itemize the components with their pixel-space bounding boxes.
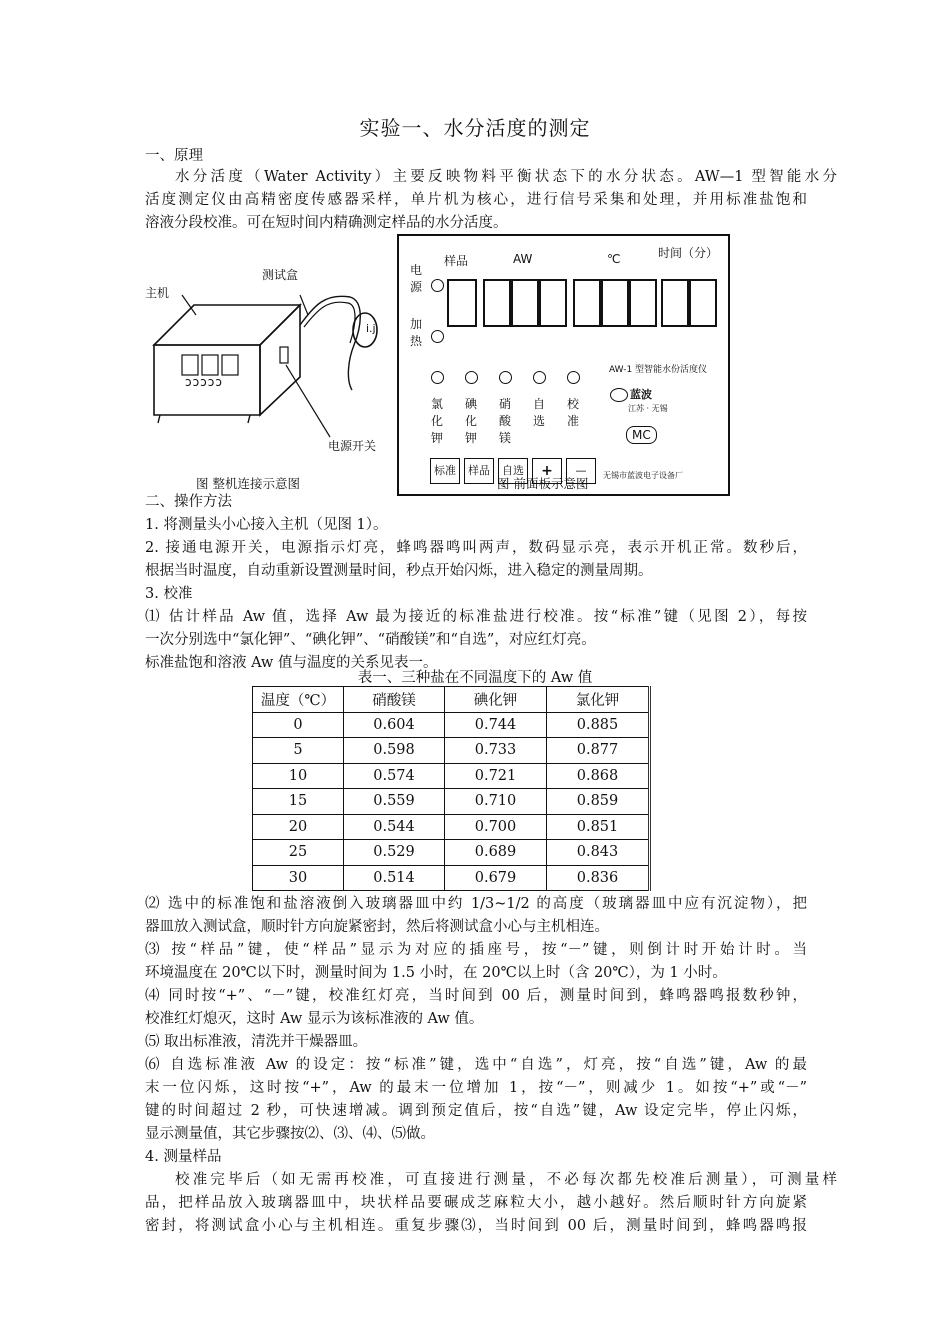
display-digits: i.j xyxy=(366,322,376,335)
step3-5: ⑸ 取出标准液，清洗并干燥器皿。 xyxy=(145,1034,368,1050)
heat-label: 加热 xyxy=(409,317,422,348)
table-row xyxy=(253,738,650,764)
cell-kcl: 0.836 xyxy=(547,865,650,891)
table-row xyxy=(253,789,650,815)
step1: 1. 将测量头小心接入主机（见图 1）。 xyxy=(145,517,388,533)
indicator-ki: 碘化钾 xyxy=(464,397,477,445)
cell-kcl: 0.885 xyxy=(547,712,650,738)
table-row xyxy=(253,712,650,738)
cell-temp: 20 xyxy=(253,814,344,840)
indicator-kcl: 氯化钾 xyxy=(430,397,443,445)
header-aw: AW xyxy=(513,252,533,266)
table-row xyxy=(253,763,650,789)
cell-mgno3: 0.574 xyxy=(344,763,445,789)
host-label: 主机 xyxy=(145,286,170,300)
aw-digit xyxy=(483,279,511,327)
indicator-led xyxy=(499,371,512,384)
header-time: 时间（分） xyxy=(658,246,719,260)
cell-temp: 25 xyxy=(253,840,344,866)
cell-temp: 15 xyxy=(253,789,344,815)
cell-ki: 0.679 xyxy=(445,865,547,891)
header-sample: 样品 xyxy=(444,254,469,268)
cell-ki: 0.689 xyxy=(445,840,547,866)
aw-digit xyxy=(511,279,539,327)
table-row xyxy=(253,865,650,891)
temp-digit xyxy=(573,279,601,327)
figure2-caption: 图 前面板示意图 xyxy=(497,476,589,491)
header-kcl: 氯化钾 xyxy=(547,687,650,713)
indicator-led xyxy=(533,371,546,384)
paragraph-line: 水分活度（Water Activity）主要反映物料平衡状态下的水分状态。AW—1 型智能水分 xyxy=(175,169,837,185)
heat-led xyxy=(431,330,444,343)
step3-6-line: 末一位闪烁，这时按“+”，Aw 的最末一位增加 1，按“－”，则减少 1。如按“+”或“－” xyxy=(145,1080,807,1096)
minus-key[interactable]: — xyxy=(566,458,596,484)
cell-mgno3: 0.598 xyxy=(344,738,445,764)
cell-ki: 0.733 xyxy=(445,738,547,764)
cell-kcl: 0.851 xyxy=(547,814,650,840)
sample-digit xyxy=(447,279,477,327)
step3-1-line: ⑴ 估计样品 Aw 值，选择 Aw 最为接近的标准盐进行校准。按“标准”键（见图 2），每按 xyxy=(145,609,807,625)
mc-mark: MC xyxy=(626,426,657,444)
custom-key[interactable]: 自选 xyxy=(498,458,528,484)
temp-digit xyxy=(629,279,657,327)
step3-heading: 3. 校准 xyxy=(145,586,193,602)
cell-kcl: 0.868 xyxy=(547,763,650,789)
standard-key[interactable]: 标准 xyxy=(430,458,460,484)
model-label: AW-1 型智能水份活度仪 xyxy=(609,365,708,375)
paragraph-line: 溶液分段校准。可在短时间内精确测定样品的水分活度。 xyxy=(145,215,508,231)
step3-4-line: ⑷ 同时按“+”、“－”键，校准红灯亮，当时间到 00 后，测量时间到，蜂鸣器鸣报数秒钟， xyxy=(145,988,807,1004)
cell-kcl: 0.877 xyxy=(547,738,650,764)
step4-heading: 4. 测量样品 xyxy=(145,1149,222,1165)
indicator-custom: 自 选 xyxy=(532,397,545,428)
maker-label: 无锡市蓝波电子设备厂 xyxy=(603,471,683,480)
cell-kcl: 0.843 xyxy=(547,840,650,866)
table-row xyxy=(253,814,650,840)
step3-2-line: 器皿放入测试盒，顺时针方向旋紧密封，然后将测试盒小心与主机相连。 xyxy=(145,919,609,935)
brand-logo xyxy=(610,388,628,402)
step2-line: 根据当时温度，自动重新设置测量时间，秒点开始闪烁，进入稳定的测量周期。 xyxy=(145,563,653,579)
step2-line: 2. 接通电源开关，电源指示灯亮，蜂鸣器鸣叫两声，数码显示亮，表示开机正常。数秒后， xyxy=(145,540,807,556)
test-box-label: 测试盒 xyxy=(262,268,299,282)
cell-ki: 0.744 xyxy=(445,712,547,738)
step3-3-line: ⑶ 按“样品”键，使“样品”显示为对应的插座号，按“－”键，则倒计时开始计时。当 xyxy=(145,942,807,958)
cell-mgno3: 0.544 xyxy=(344,814,445,840)
step3-6-line: ⑹ 自选标准液 Aw 的设定：按“标准”键，选中“自选”，灯亮，按“自选”键，Aw 的最 xyxy=(145,1057,807,1073)
step4-line: 校准完毕后（如无需再校准，可直接进行测量，不必每次都先校准后测量），可测量样 xyxy=(175,1172,837,1188)
indicator-led xyxy=(465,371,478,384)
host-machine-drawing xyxy=(140,265,390,465)
cell-temp: 5 xyxy=(253,738,344,764)
indicator-led xyxy=(567,371,580,384)
cell-temp: 10 xyxy=(253,763,344,789)
plus-key[interactable]: + xyxy=(532,458,562,484)
figure1-caption: 图 整机连接示意图 xyxy=(196,476,300,491)
cell-mgno3: 0.604 xyxy=(344,712,445,738)
indicator-calibrate: 校 准 xyxy=(566,397,579,428)
indicator-mgno3: 硝酸镁 xyxy=(498,397,511,445)
temp-digit xyxy=(601,279,629,327)
header-temp: ℃ xyxy=(607,252,621,266)
aw-digit xyxy=(539,279,567,327)
cell-temp: 0 xyxy=(253,712,344,738)
cell-mgno3: 0.529 xyxy=(344,840,445,866)
power-switch-label: 电源开关 xyxy=(328,439,377,453)
section2-heading: 二、操作方法 xyxy=(145,494,232,510)
knob-row: ɔɔɔɔɔ xyxy=(185,375,223,389)
page-title: 实验一、水分活度的测定 xyxy=(359,116,591,140)
step4-line: 密封，将测试盒小心与主机相连。重复步骤⑶，当时间到 00 后，测量时间到，蜂鸣器鸣报 xyxy=(145,1218,807,1234)
cell-temp: 30 xyxy=(253,865,344,891)
header-ki: 碘化钾 xyxy=(445,687,547,713)
time-digit xyxy=(689,279,717,327)
header-mgno3: 硝酸镁 xyxy=(344,687,445,713)
power-led xyxy=(431,279,444,292)
section1-heading: 一、原理 xyxy=(145,148,203,164)
aw-table xyxy=(252,686,651,891)
cell-mgno3: 0.559 xyxy=(344,789,445,815)
indicator-led xyxy=(431,371,444,384)
step4-line: 品，把样品放入玻璃器皿中，块状样品要碾成芝麻粒大小，越小越好。然后顺时针方向旋紧 xyxy=(145,1195,807,1211)
step3-6-line: 显示测量值，其它步骤按⑵、⑶、⑷、⑸做。 xyxy=(145,1126,435,1142)
brand-name: 蓝波 xyxy=(630,388,652,401)
table1-caption: 表一、三种盐在不同温度下的 Aw 值 xyxy=(357,670,593,686)
brand-location: 江苏 · 无锡 xyxy=(628,404,668,413)
cell-kcl: 0.859 xyxy=(547,789,650,815)
cell-ki: 0.700 xyxy=(445,814,547,840)
table-intro: 标准盐饱和溶液 Aw 值与温度的关系见表一。 xyxy=(145,655,438,671)
cell-ki: 0.721 xyxy=(445,763,547,789)
step3-3-line: 环境温度在 20℃以下时，测量时间为 1.5 小时，在 20℃以上时（含 20℃），为 1 小时。 xyxy=(145,965,727,981)
step3-4-line: 校准红灯熄灭，这时 Aw 显示为该标准液的 Aw 值。 xyxy=(145,1011,484,1027)
table-row xyxy=(253,840,650,866)
table-header-row xyxy=(253,687,650,713)
cell-mgno3: 0.514 xyxy=(344,865,445,891)
time-digit xyxy=(661,279,689,327)
paragraph-line: 活度测定仪由高精密度传感器采样，单片机为核心，进行信号采集和处理，并用标准盐饱和 xyxy=(145,192,807,208)
sample-key[interactable]: 样品 xyxy=(464,458,494,484)
step3-6-line: 键的时间超过 2 秒，可快速增减。调到预定值后，按“自选”键，Aw 设定完毕，停止闪烁， xyxy=(145,1103,807,1119)
step3-2-line: ⑵ 选中的标准饱和盐溶液倒入玻璃器皿中约 1/3~1/2 的高度（玻璃器皿中应有沉淀物），把 xyxy=(145,896,807,912)
header-temp: 温度（℃） xyxy=(253,687,344,713)
step3-1-line: 一次分别选中“氯化钾”、“碘化钾”、“硝酸镁”和“自选”，对应红灯亮。 xyxy=(145,632,596,648)
power-label: 电源 xyxy=(409,263,422,294)
cell-ki: 0.710 xyxy=(445,789,547,815)
